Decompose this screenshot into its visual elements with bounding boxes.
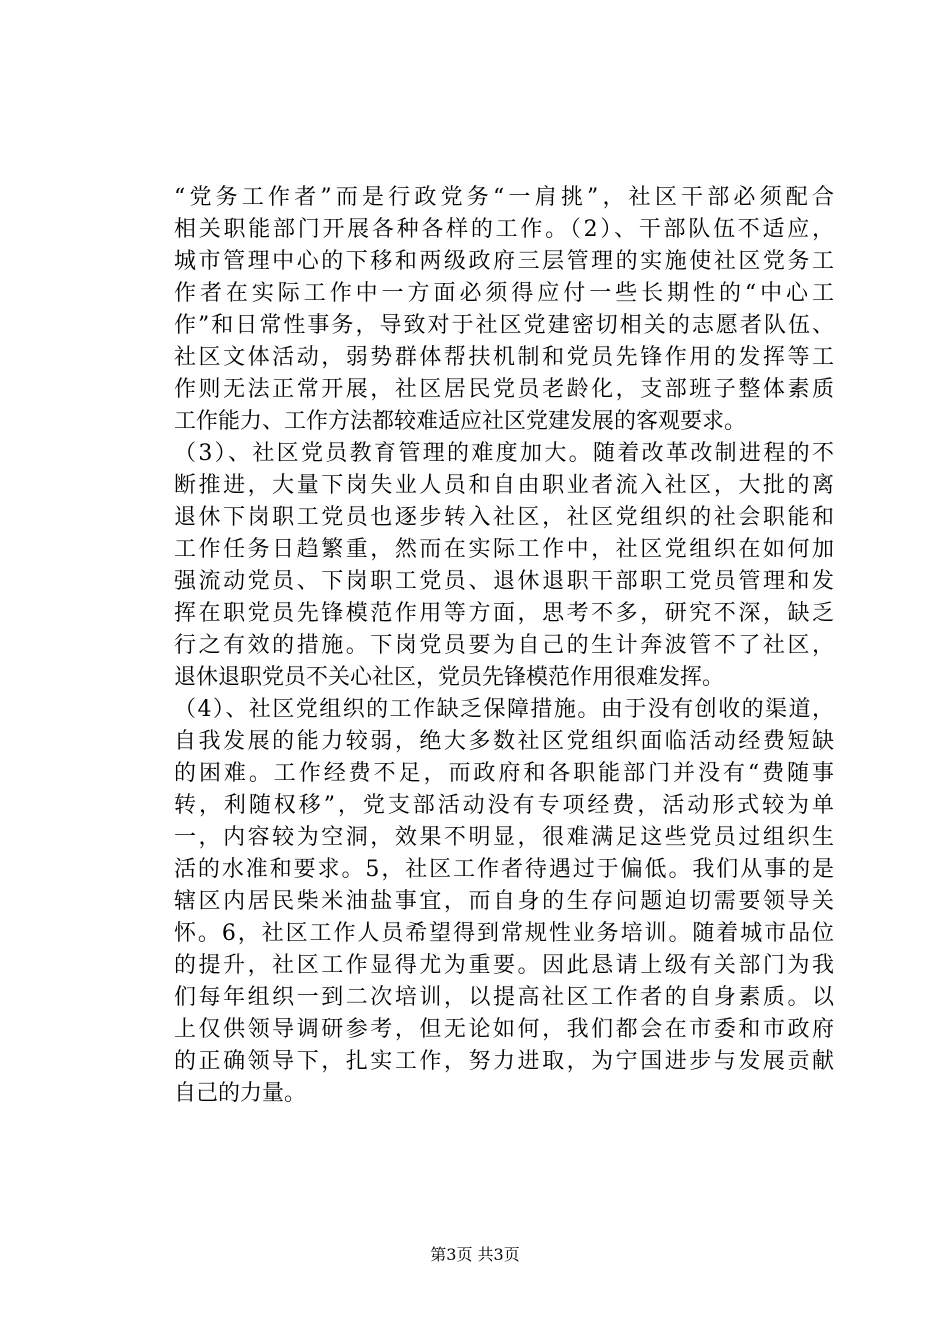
body-text-line: 强流动党员、下岗职工党员、退休退职干部职工党员管理和发: [174, 569, 834, 594]
body-text-line: 自己的力量。: [174, 1081, 307, 1106]
body-text-line: 城市管理中心的下移和两级政府三层管理的实施使社区党务工: [174, 249, 834, 274]
body-text-line: 退休退职党员不关心社区，党员先锋模范作用很难发挥。: [174, 665, 725, 690]
body-text-line: 断推进，大量下岗失业人员和自由职业者流入社区，大批的离: [174, 473, 834, 498]
body-text-line: 行之有效的措施。下岗党员要为自己的生计奔波管不了社区，: [174, 633, 834, 658]
body-text-line: 上仅供领导调研参考，但无论如何，我们都会在市委和市政府: [174, 1017, 834, 1042]
body-text-line: 的正确领导下，扎实工作，努力进取，为宁国进步与发展贡献: [174, 1049, 834, 1074]
body-text-line: 工作能力、工作方法都较难适应社区党建发展的客观要求。: [174, 409, 747, 434]
body-text-line: 作”和日常性事务，导致对于社区党建密切相关的志愿者队伍、: [174, 313, 834, 338]
body-text-line: 的提升，社区工作显得尤为重要。因此恳请上级有关部门为我: [174, 953, 834, 978]
body-text-line: 工作任务日趋繁重，然而在实际工作中，社区党组织在如何加: [174, 537, 834, 562]
body-text-line: 活的水准和要求。5，社区工作者待遇过于偏低。我们从事的是: [174, 857, 834, 882]
body-text-line: 社区文体活动，弱势群体帮扶机制和党员先锋作用的发挥等工: [174, 345, 834, 370]
body-text-line: “党务工作者”而是行政党务“一肩挑”，社区干部必须配合: [174, 185, 834, 210]
body-text-line: 自我发展的能力较弱，绝大多数社区党组织面临活动经费短缺: [174, 729, 834, 754]
body-text-line: 们每年组织一到二次培训，以提高社区工作者的自身素质。以: [174, 985, 834, 1010]
page-footer: 第3页 共3页: [430, 1245, 520, 1264]
body-text-line: 相关职能部门开展各种各样的工作。（2）、干部队伍不适应，: [174, 217, 834, 242]
body-text-line: 一，内容较为空洞，效果不明显，很难满足这些党员过组织生: [174, 825, 834, 850]
body-text-line: 退休下岗职工党员也逐步转入社区，社区党组织的社会职能和: [174, 505, 834, 530]
body-text-line: 怀。6，社区工作人员希望得到常规性业务培训。随着城市品位: [174, 921, 834, 946]
body-text-line: 作者在实际工作中一方面必须得应付一些长期性的“中心工: [174, 281, 834, 306]
body-text-line: 挥在职党员先锋模范作用等方面，思考不多，研究不深，缺乏: [174, 601, 834, 626]
body-text-line: 的困难。工作经费不足，而政府和各职能部门并没有“费随事: [174, 761, 834, 786]
body-text-line: （3）、社区党员教育管理的难度加大。随着改革改制进程的不: [174, 441, 834, 466]
body-text-line: 作则无法正常开展，社区居民党员老龄化，支部班子整体素质: [174, 377, 834, 402]
body-text-line: （4）、社区党组织的工作缺乏保障措施。由于没有创收的渠道，: [174, 697, 834, 722]
body-text-line: 辖区内居民柴米油盐事宜，而自身的生存问题迫切需要领导关: [174, 889, 834, 914]
body-text-line: 转，利随权移”，党支部活动没有专项经费，活动形式较为单: [174, 793, 834, 818]
